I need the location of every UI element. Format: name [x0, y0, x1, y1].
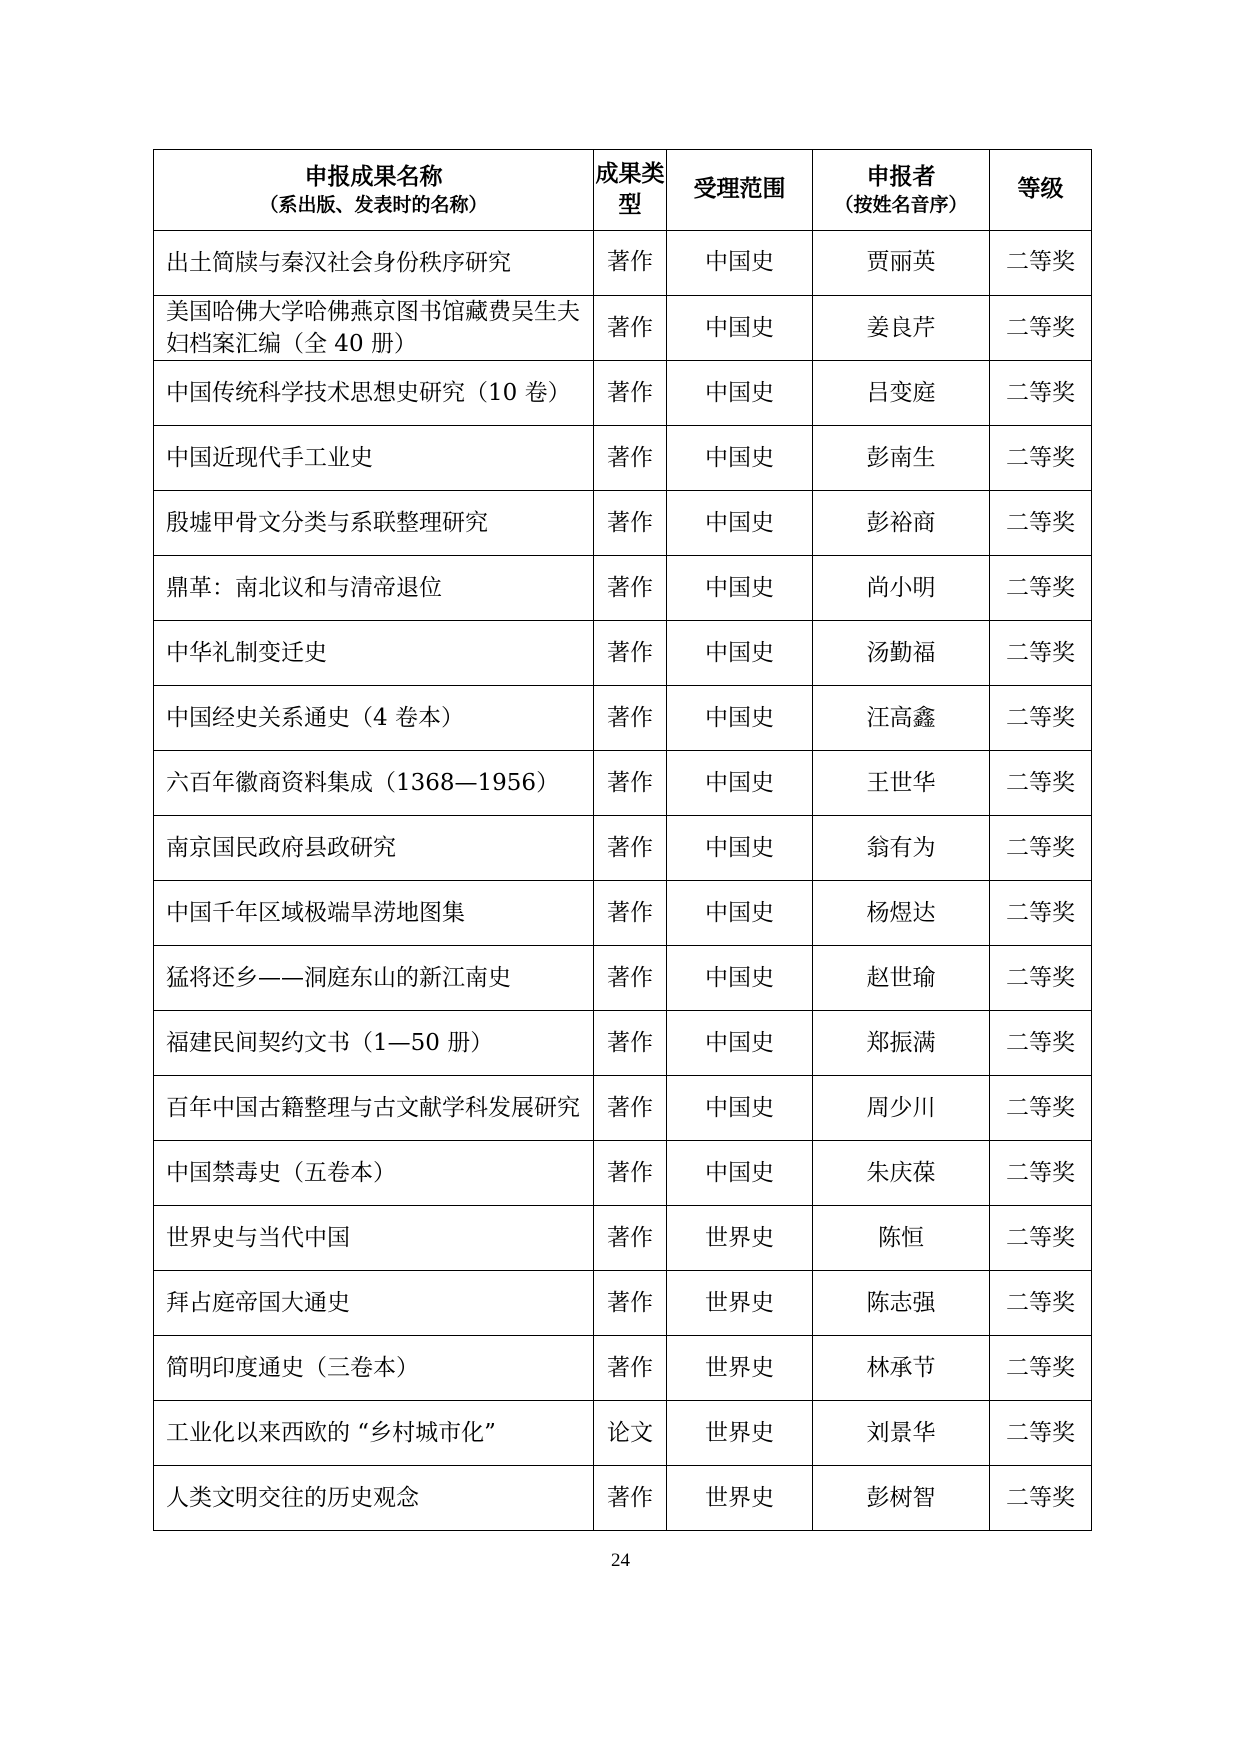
cell-level: 二等奖 [990, 1206, 1092, 1271]
table-row [154, 1271, 1092, 1336]
cell-scope: 世界史 [667, 1401, 813, 1466]
cell-name: 出土简牍与秦汉社会身份秩序研究 [154, 231, 594, 296]
cell-name: 中华礼制变迁史 [154, 621, 594, 686]
cell-name: 中国经史关系通史（4 卷本） [154, 686, 594, 751]
cell-name: 六百年徽商资料集成（1368—1956） [154, 751, 594, 816]
cell-author: 汤勤福 [813, 621, 990, 686]
cell-scope: 中国史 [667, 231, 813, 296]
cell-level: 二等奖 [990, 1076, 1092, 1141]
table-row [154, 881, 1092, 946]
table-row [154, 491, 1092, 556]
cell-author: 彭裕商 [813, 491, 990, 556]
cell-type: 著作 [594, 621, 667, 686]
cell-level: 二等奖 [990, 426, 1092, 491]
cell-author: 姜良芹 [813, 296, 990, 361]
cell-scope: 中国史 [667, 426, 813, 491]
table-row [154, 1141, 1092, 1206]
table-row [154, 751, 1092, 816]
cell-author: 彭树智 [813, 1466, 990, 1531]
table-row [154, 1336, 1092, 1401]
cell-type: 著作 [594, 296, 667, 361]
cell-scope: 中国史 [667, 296, 813, 361]
table-row [154, 231, 1092, 296]
header-type [594, 150, 667, 231]
header-type-label: 成果类型 [595, 160, 665, 218]
cell-type: 著作 [594, 1141, 667, 1206]
cell-author: 陈恒 [813, 1206, 990, 1271]
cell-author: 彭南生 [813, 426, 990, 491]
cell-level: 二等奖 [990, 881, 1092, 946]
cell-author: 汪高鑫 [813, 686, 990, 751]
cell-type: 著作 [594, 1076, 667, 1141]
table-body [154, 231, 1092, 1531]
cell-author: 郑振满 [813, 1011, 990, 1076]
table-row [154, 1466, 1092, 1531]
cell-author: 吕变庭 [813, 361, 990, 426]
cell-level: 二等奖 [990, 1271, 1092, 1336]
cell-type: 著作 [594, 1466, 667, 1531]
cell-author: 尚小明 [813, 556, 990, 621]
table-row [154, 1011, 1092, 1076]
cell-author: 林承节 [813, 1336, 990, 1401]
table-row [154, 946, 1092, 1011]
cell-scope: 中国史 [667, 491, 813, 556]
cell-level: 二等奖 [990, 1011, 1092, 1076]
cell-level: 二等奖 [990, 1336, 1092, 1401]
cell-type: 论文 [594, 1401, 667, 1466]
cell-name: 人类文明交往的历史观念 [154, 1466, 594, 1531]
table-row [154, 556, 1092, 621]
cell-name: 拜占庭帝国大通史 [154, 1271, 594, 1336]
table-row [154, 621, 1092, 686]
cell-type: 著作 [594, 751, 667, 816]
header-name [154, 150, 594, 231]
cell-author: 刘景华 [813, 1401, 990, 1466]
header-level-label: 等级 [1017, 176, 1064, 203]
cell-scope: 世界史 [667, 1271, 813, 1336]
cell-level: 二等奖 [990, 231, 1092, 296]
awards-table [153, 149, 1092, 1531]
cell-author: 翁有为 [813, 816, 990, 881]
header-level [990, 150, 1092, 231]
cell-level: 二等奖 [990, 1401, 1092, 1466]
cell-scope: 中国史 [667, 1011, 813, 1076]
cell-scope: 中国史 [667, 946, 813, 1011]
cell-author: 赵世瑜 [813, 946, 990, 1011]
header-scope [667, 150, 813, 231]
cell-type: 著作 [594, 686, 667, 751]
table-row [154, 296, 1092, 361]
cell-name: 中国禁毒史（五卷本） [154, 1141, 594, 1206]
cell-scope: 中国史 [667, 1141, 813, 1206]
page-number: 24 [611, 1550, 630, 1571]
cell-type: 著作 [594, 361, 667, 426]
cell-level: 二等奖 [990, 296, 1092, 361]
cell-scope: 中国史 [667, 816, 813, 881]
cell-scope: 中国史 [667, 556, 813, 621]
cell-type: 著作 [594, 231, 667, 296]
cell-type: 著作 [594, 1011, 667, 1076]
cell-scope: 世界史 [667, 1466, 813, 1531]
cell-level: 二等奖 [990, 621, 1092, 686]
table-row [154, 686, 1092, 751]
cell-type: 著作 [594, 491, 667, 556]
cell-level: 二等奖 [990, 751, 1092, 816]
cell-name: 殷墟甲骨文分类与系联整理研究 [154, 491, 594, 556]
cell-name: 南京国民政府县政研究 [154, 816, 594, 881]
cell-level: 二等奖 [990, 816, 1092, 881]
header-author-subtitle: （按姓名音序） [834, 193, 968, 216]
cell-author: 杨煜达 [813, 881, 990, 946]
cell-name: 中国近现代手工业史 [154, 426, 594, 491]
cell-level: 二等奖 [990, 946, 1092, 1011]
table-row [154, 1076, 1092, 1141]
cell-type: 著作 [594, 946, 667, 1011]
cell-name: 百年中国古籍整理与古文献学科发展研究 [154, 1076, 594, 1141]
cell-name: 简明印度通史（三卷本） [154, 1336, 594, 1401]
cell-author: 朱庆葆 [813, 1141, 990, 1206]
cell-level: 二等奖 [990, 1141, 1092, 1206]
header-scope-label: 受理范围 [693, 176, 786, 203]
cell-scope: 中国史 [667, 881, 813, 946]
cell-name: 世界史与当代中国 [154, 1206, 594, 1271]
cell-level: 二等奖 [990, 556, 1092, 621]
cell-level: 二等奖 [990, 361, 1092, 426]
cell-type: 著作 [594, 556, 667, 621]
cell-scope: 中国史 [667, 621, 813, 686]
table-row [154, 1401, 1092, 1466]
header-name-subtitle: （系出版、发表时的名称） [259, 193, 488, 216]
cell-name: 猛将还乡——洞庭东山的新江南史 [154, 946, 594, 1011]
cell-author: 王世华 [813, 751, 990, 816]
cell-scope: 中国史 [667, 1076, 813, 1141]
cell-type: 著作 [594, 426, 667, 491]
header-name-title: 申报成果名称 [304, 163, 443, 190]
cell-type: 著作 [594, 1206, 667, 1271]
cell-scope: 中国史 [667, 751, 813, 816]
cell-name: 中国千年区域极端旱涝地图集 [154, 881, 594, 946]
cell-type: 著作 [594, 1271, 667, 1336]
cell-name: 美国哈佛大学哈佛燕京图书馆藏费吴生夫妇档案汇编（全 40 册） [154, 296, 594, 361]
cell-level: 二等奖 [990, 491, 1092, 556]
header-author [813, 150, 990, 231]
cell-scope: 世界史 [667, 1206, 813, 1271]
table-row [154, 426, 1092, 491]
cell-scope: 世界史 [667, 1336, 813, 1401]
header-author-title: 申报者 [866, 163, 936, 190]
cell-type: 著作 [594, 881, 667, 946]
cell-level: 二等奖 [990, 686, 1092, 751]
cell-name: 中国传统科学技术思想史研究（10 卷） [154, 361, 594, 426]
cell-scope: 中国史 [667, 361, 813, 426]
table-row [154, 816, 1092, 881]
cell-type: 著作 [594, 1336, 667, 1401]
cell-level: 二等奖 [990, 1466, 1092, 1531]
cell-name: 工业化以来西欧的 “乡村城市化” [154, 1401, 594, 1466]
cell-type: 著作 [594, 816, 667, 881]
cell-scope: 中国史 [667, 686, 813, 751]
cell-author: 周少川 [813, 1076, 990, 1141]
cell-author: 陈志强 [813, 1271, 990, 1336]
cell-author: 贾丽英 [813, 231, 990, 296]
cell-name: 鼎革：南北议和与清帝退位 [154, 556, 594, 621]
table-row [154, 1206, 1092, 1271]
table-header-row [154, 150, 1092, 231]
table-row [154, 361, 1092, 426]
cell-name: 福建民间契约文书（1—50 册） [154, 1011, 594, 1076]
